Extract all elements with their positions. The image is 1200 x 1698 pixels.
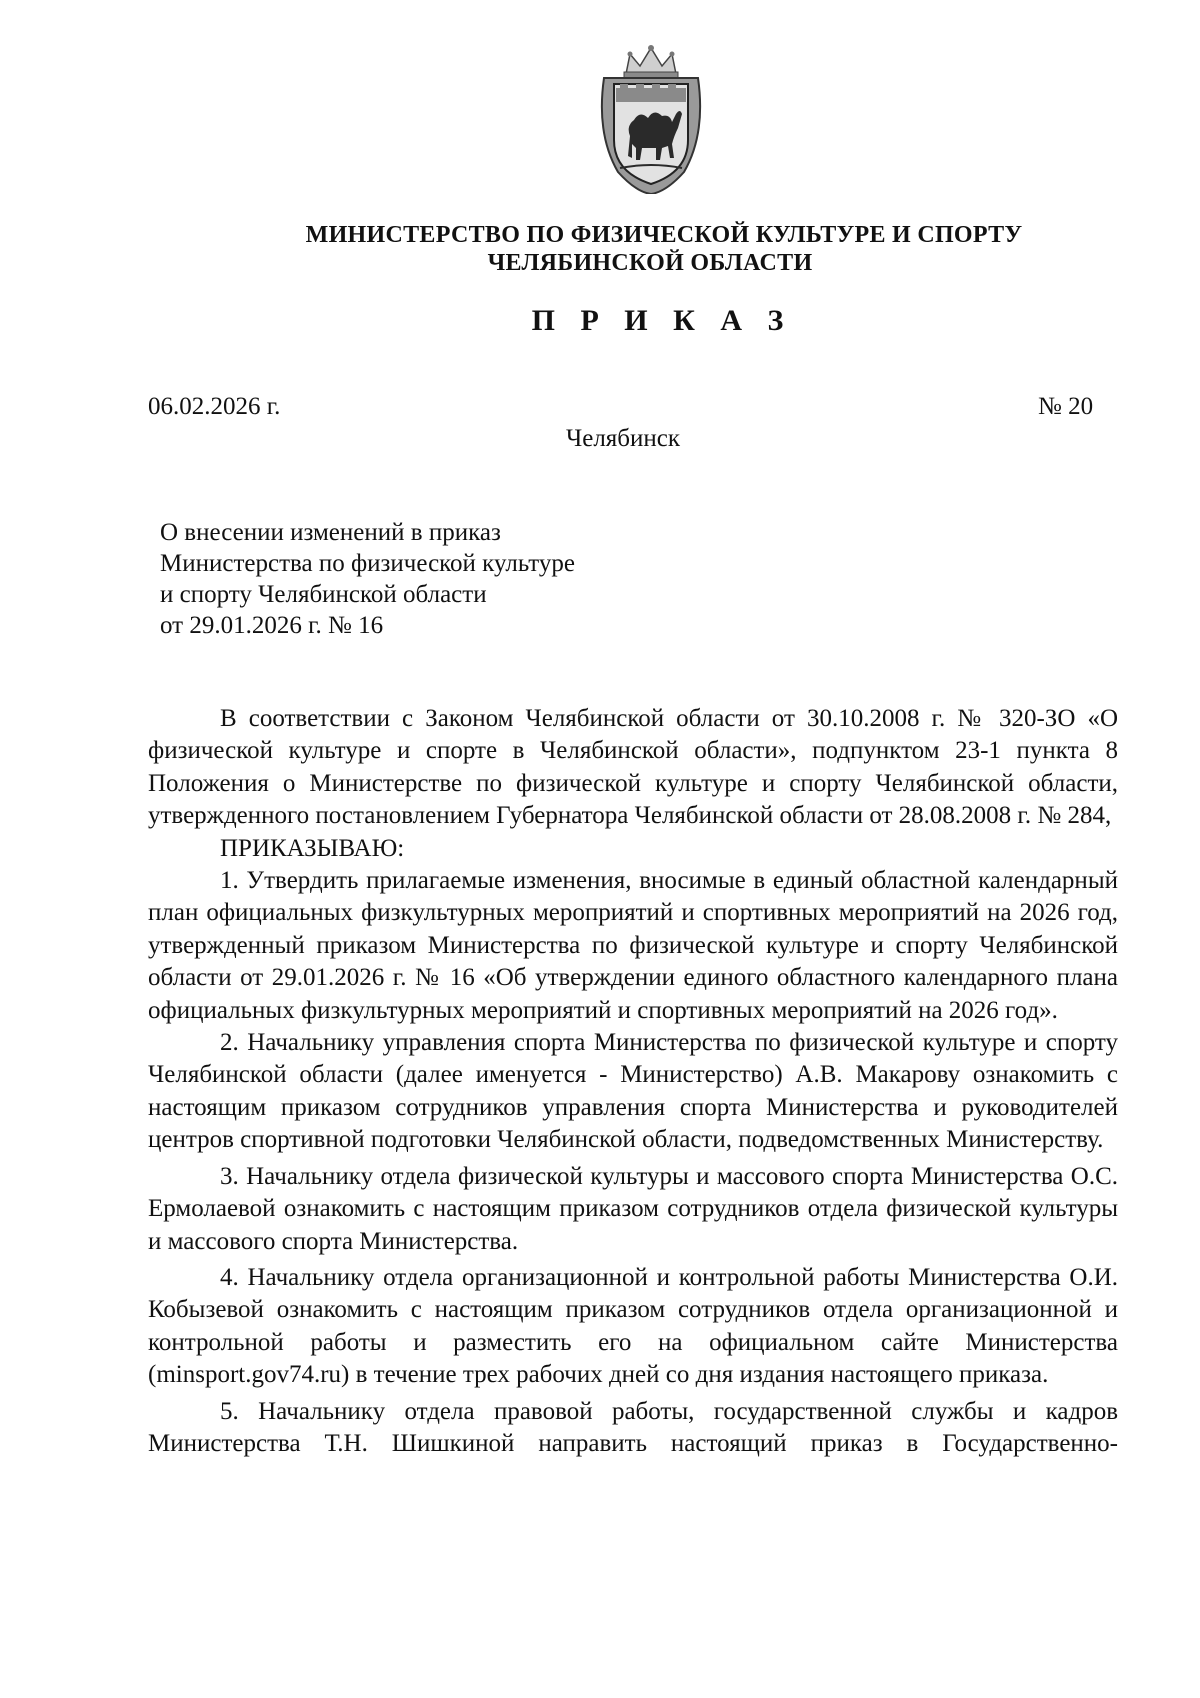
order-item-3: 3. Начальнику отдела физической культуры и массового спорта Министерства О.С. Ермолаевой ознакомить с настоящим приказом сотрудников отдела физической культуры и массового спорта Министерства. [148, 1162, 1118, 1255]
order-item-2: 2. Начальнику управления спорта Министерства по физической культуре и спорту Челябинской области (далее именуется - Министерство) А.В. Макарову ознакомить с настоящим приказом сотрудников управления спорта Министерства и руководителей центров спортивной подготовки Челябинской области, подведомственных Министерству. [148, 1029, 1118, 1154]
subject-line: и спорту Челябинской области [160, 581, 487, 608]
order-date: 06.02.2026 г. [148, 393, 281, 420]
subject-line: от 29.01.2026 г. № 16 [160, 612, 384, 639]
order-item-1: 1. Утвердить прилагаемые изменения, вносимые в единый областной календарный план официальных физкультурных мероприятий и спортивных мероприятий на 2026 год, утвержденный приказом Министерства по физической культуре и спорту Челябинской области от 29.01.2026 г. № 16 «Об утверждении единого областного календарного плана официальных физкультурных мероприятий и спортивных мероприятий на 2026 год». [148, 867, 1118, 1024]
order-subject [160, 517, 575, 641]
order-city: Челябинск [565, 425, 681, 452]
order-item-5: 5. Начальнику отдела правовой работы, государственной службы и кадров Министерства Т.Н. Шишкиной направить настоящий приказ в Государственно- [148, 1397, 1118, 1457]
subject-line: Министерства по физической культуре [160, 550, 575, 577]
order-number: № 20 [1038, 393, 1094, 420]
coat-of-arms-icon [590, 44, 712, 194]
order-item-4: 4. Начальнику отдела организационной и контрольной работы Министерства О.И. Кобызевой ознакомить с настоящим приказом сотрудников отдела организационной и контрольной работы и разместить его на официальном сайте Министерства (minsport.gov74.ru) в течение трех рабочих дней со дня издания настоящего приказа. [148, 1263, 1118, 1389]
preamble-paragraph: В соответствии с Законом Челябинской области от 30.10.2008 г. № 320-ЗО «О физической культуре и спорте в Челябинской области», подпунктом 23-1 пункта 8 Положения о Министерстве по физической культуре и спорту Челябинской области, утвержденного постановлением Губернатора Челябинской области от 28.08.2008 г. № 284, [148, 705, 1118, 830]
order-body [148, 703, 1118, 1460]
ministry-name-line2: ЧЕЛЯБИНСКОЙ ОБЛАСТИ [487, 250, 813, 276]
ministry-name-line1: МИНИСТЕРСТВО ПО ФИЗИЧЕСКОЙ КУЛЬТУРЕ И СПОРТУ [305, 222, 1023, 248]
document-type-title: П Р И К А З [531, 304, 793, 337]
subject-line: О внесении изменений в приказ [160, 519, 501, 546]
order-directive: ПРИКАЗЫВАЮ: [220, 834, 405, 862]
